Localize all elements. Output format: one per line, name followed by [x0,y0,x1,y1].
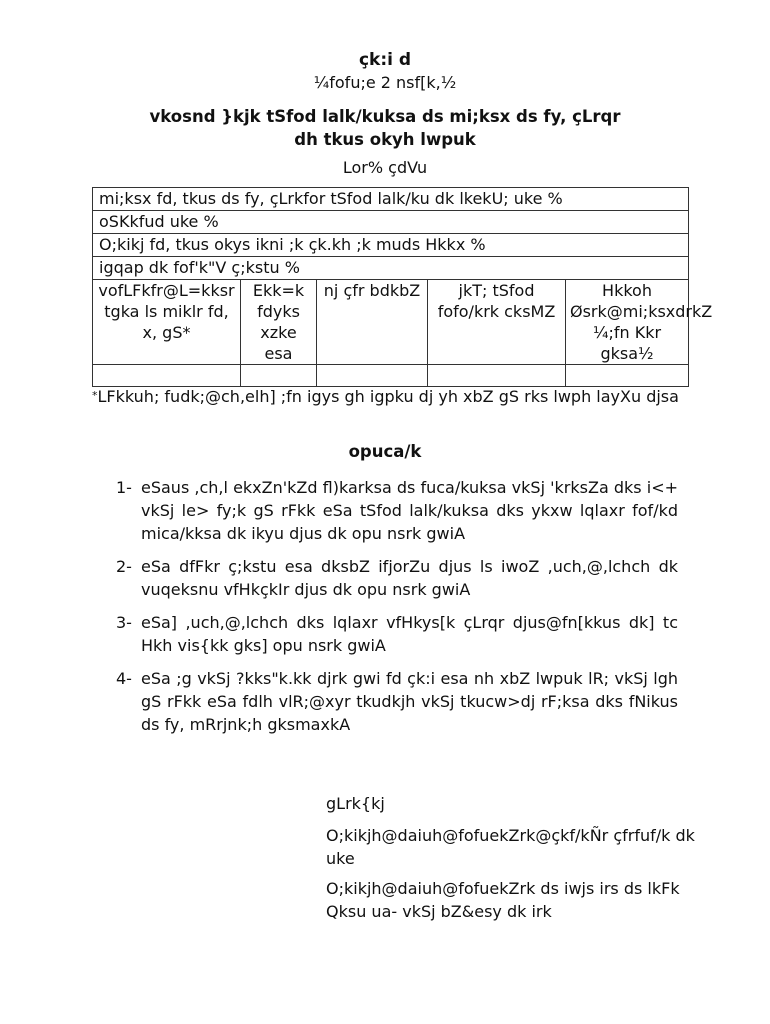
table-footnote [92,384,692,408]
list-item-text: eSa] ,uch,@,lchch dks lqlaxr vfHkys[k çLrqr djus@fn[kkus dk] tc Hkh vis{kk gks] opu nsrk gwiA [141,613,678,655]
list-item-number: 3- [116,613,132,632]
form-subtitle: ¼fofu;e 2 nsf[k,½ [313,73,457,92]
signatory-name-label: O;kikjh@daiuh@fofuekZrk@çkf/kÑr çfrfuf/k dk uke [326,826,695,868]
footnote-marker: * [92,389,98,402]
column-header-state-board: jkT; tSfod fofo/krk cksMZ [428,280,566,365]
footnote-text: LFkkuh; fudk;@ch,elh] ;fn igys gh igpku dj yh xbZ gS rks lwph layXu djsa [97,387,679,406]
declaration-table [92,187,713,387]
list-item-number: 1- [116,478,132,497]
list-item-text: eSa ;g vkSj ?kks"k.kk djrk gwi fd çk:i esa nh xbZ lwpuk lR; vkSj lgh gS rFkk eSa fdlh vlR;@xyr tkudkjh vkSj tkucw>dj rF;ksa dks fNikus ds fy, mRrjnk;h gksmaxkA [141,669,678,734]
form-title: çk:i d [358,50,412,70]
list-item-number: 4- [116,669,132,688]
list-item [112,611,678,657]
column-header-future-buyer: Hkkoh Øsrk@mi;ksxdrkZ ¼;fn Kkr gksa½ [566,280,689,365]
table-row [93,211,689,234]
column-header-rate: nj çfr bdkbZ [317,280,428,365]
undertaking-heading: opuca/k [348,442,422,461]
column-header-source-location: vofLFkfr@L=kksr tgka ls miklr fd, x, gS* [93,280,241,365]
list-item-number: 2- [116,557,132,576]
list-item [112,476,678,545]
table-field-access-purpose: igqap dk fof'k"V ç;kstu % [93,257,689,280]
form-heading [0,105,770,151]
list-item-text: eSaus ,ch,l ekxZn'kZd fl)karksa ds fuca/kuksa vkSj 'krksZa dks i<+ vkSj le> fy;k gS rFkk eSa tSfod lalk/kuksa dks ykxw lqlaxr fof/kd mica/kksa dk ikyu djus dk opu nsrk gwiA [141,478,678,543]
undertaking-list [112,476,678,746]
signatory-address-label: O;kikjh@daiuh@fofuekZrk ds iwjs irs ds lkFk Qksu ua- vkSj bZ&esy dk irk [326,879,680,921]
table-field-scientific-name: oSKkfud uke % [93,211,689,234]
form-heading-line2: dh tkus okyh lwpuk [294,130,476,149]
table-row [93,257,689,280]
table-row [93,188,689,211]
signature-label: gLrk{kj [326,794,385,813]
table-row [93,234,689,257]
list-item [112,667,678,736]
list-item [112,555,678,601]
list-item-text: eSa dfFkr ç;kstu esa dksbZ ifjorZu djus ls iwoZ ,uch,@,lchch dk vuqeksnu vfHkçkIr djus dk opu nsrk gwiA [141,557,678,599]
table-field-common-name: mi;ksx fd, tkus ds fy, çLrkfor tSfod lalk/ku dk lkekU; uke % [93,188,689,211]
column-header-quantity: Ekk=k fdyks xzke esa [241,280,317,365]
form-heading-line1: vkosnd }kjk tSfod lalk/kuksa ds mi;ksx ds fy, çLrqr [149,107,621,126]
table-field-plant-animal-part: O;kikj fd, tkus okys ikni ;k çk.kh ;k muds Hkkx % [93,234,689,257]
table-header-row [93,280,689,365]
specimen-label: Lor% çdVu [342,158,428,177]
